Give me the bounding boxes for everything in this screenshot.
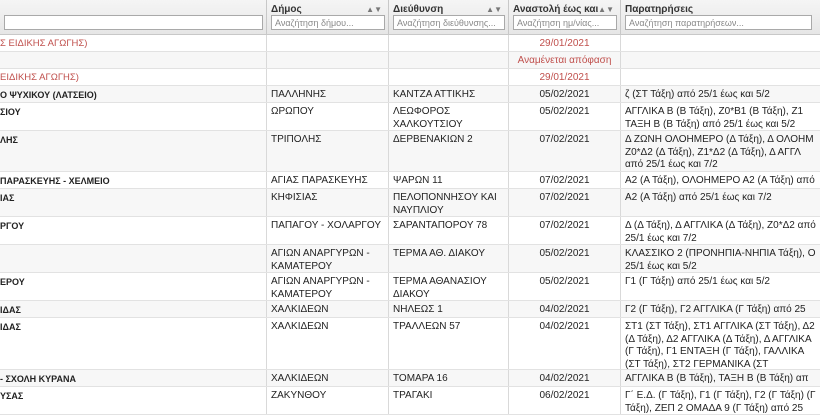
- school-name: Σ ΕΙΔΙΚΗΣ ΑΓΩΓΗΣ): [0, 35, 267, 51]
- notes-cell: Γ΄ Ε.Δ. (Γ Τάξη), Γ1 (Γ Τάξη), Γ2 (Γ Τάξη) (Γ Τάξη), ΖΕΠ 2 ΟΜΑΔΑ 9 (Γ Τάξη) από 25: [625, 390, 816, 414]
- grid-header: [0, 0, 820, 35]
- suspension-date-cell: Αναμένεται απόφαση: [509, 52, 621, 68]
- table-row[interactable]: [0, 387, 820, 415]
- suspension-date-cell: 05/02/2021: [509, 245, 621, 272]
- school-name: ΕΡΟΥ: [0, 273, 267, 300]
- school-name: ΠΑΡΑΣΚΕΥΗΣ - ΧΕΛΜΕΙΟ: [0, 172, 267, 188]
- suspension-date-cell: 06/02/2021: [509, 387, 621, 414]
- header-notes[interactable]: [621, 0, 820, 34]
- suspension-date-cell: 04/02/2021: [509, 318, 621, 369]
- suspension-date-cell: 07/02/2021: [509, 131, 621, 171]
- suspension-date-cell: 07/02/2021: [509, 172, 621, 188]
- notes-cell: Δ (Δ Τάξη), Δ ΑΓΓΛΙΚΑ (Δ Τάξη), Ζ0*Δ2 από 25/1 έως και 7/2: [625, 220, 816, 244]
- header-school: [0, 0, 267, 34]
- suspension-date-cell: 05/02/2021: [509, 273, 621, 300]
- school-name: ΙΑΣ: [0, 189, 267, 216]
- table-row[interactable]: [0, 273, 820, 301]
- address-cell: ΤΡΑΓΑΚΙ: [389, 387, 509, 414]
- address-cell: ΤΕΡΜΑ ΑΘ. ΔΙΑΚΟΥ: [389, 245, 509, 272]
- address-search-input[interactable]: [393, 15, 505, 30]
- table-row[interactable]: [0, 217, 820, 245]
- municipality-cell: [267, 52, 389, 68]
- suspension-date-cell: 29/01/2021: [509, 35, 621, 51]
- school-name: ΡΓΟΥ: [0, 217, 267, 244]
- school-name: ΙΔΑΣ: [0, 318, 267, 369]
- table-row[interactable]: [0, 103, 820, 131]
- address-cell: ΔΕΡΒΕΝΑΚΙΩΝ 2: [389, 131, 509, 171]
- school-name: [0, 52, 267, 68]
- header-municipality[interactable]: [267, 0, 389, 34]
- municipality-cell: ΠΑΛΛΗΝΗΣ: [267, 86, 389, 102]
- notes-cell: ΑΓΓΛΙΚΑ Β (Β Τάξη), ΤΑΞΗ Β (Β Τάξη) απ: [625, 373, 809, 384]
- municipality-search-input[interactable]: [271, 15, 385, 30]
- address-cell: ΛΕΩΦΟΡΟΣ ΧΑΛΚΟΥΤΣΙΟΥ: [389, 103, 509, 130]
- address-cell: ΣΑΡΑΝΤΑΠΟΡΟΥ 78: [389, 217, 509, 244]
- table-row[interactable]: [0, 35, 820, 52]
- municipality-cell: ΧΑΛΚΙΔΕΩΝ: [267, 318, 389, 369]
- table-row[interactable]: [0, 245, 820, 273]
- table-row[interactable]: [0, 370, 820, 387]
- municipality-cell: ΖΑΚΥΝΘΟΥ: [267, 387, 389, 414]
- notes-cell: ΑΓΓΛΙΚΑ Β (Β Τάξη), Ζ0*Β1 (Β Τάξη), Ζ1 ΤΑΞΗ Β (Β Τάξη) από 25/1 έως και 5/2: [625, 106, 804, 130]
- notes-cell: ΚΛΑΣΣΙΚΟ 2 (ΠΡΟΝΗΠΙΑ-ΝΗΠΙΑ Τάξη), Ο 25/1 έως και 5/2: [625, 248, 816, 272]
- sort-icon[interactable]: ▲▼: [366, 5, 382, 14]
- municipality-cell: ΤΡΙΠΟΛΗΣ: [267, 131, 389, 171]
- municipality-cell: ΑΓΙΩΝ ΑΝΑΡΓΥΡΩΝ - ΚΑΜΑΤΕΡΟΥ: [267, 245, 389, 272]
- notes-cell: Α2 (Α Τάξη) από 25/1 έως και 7/2: [625, 192, 772, 203]
- notes-cell: Δ ΖΩΝΗ ΟΛΟΗΜΕΡΟ (Δ Τάξη), Δ ΟΛΟΗΜ Ζ0*Δ2 (Δ Τάξη), Ζ1*Δ2 (Δ Τάξη), Δ ΑΓΓΛ από 25/1 έως και 7/2: [625, 134, 814, 170]
- municipality-cell: [267, 69, 389, 85]
- table-row[interactable]: [0, 86, 820, 103]
- notes-cell: [621, 69, 820, 85]
- school-name: ΣΙΟΥ: [0, 103, 267, 130]
- sort-icon[interactable]: ▲▼: [486, 5, 502, 14]
- suspension-date-cell: 07/02/2021: [509, 189, 621, 216]
- address-column-title: Διεύθυνση: [393, 4, 444, 15]
- header-suspension[interactable]: [509, 0, 621, 34]
- municipality-cell: [267, 35, 389, 51]
- school-name: - ΣΧΟΛΗ ΚΥΡΑΝΑ: [0, 370, 267, 386]
- school-name: ΙΔΑΣ: [0, 301, 267, 317]
- address-cell: ΠΕΛΟΠΟΝΝΗΣΟΥ ΚΑΙ ΝΑΥΠΛΙΟΥ: [389, 189, 509, 216]
- address-cell: ΤΟΜΑΡΑ 16: [389, 370, 509, 386]
- table-row[interactable]: [0, 52, 820, 69]
- municipality-cell: ΑΓΙΑΣ ΠΑΡΑΣΚΕΥΗΣ: [267, 172, 389, 188]
- school-search-input[interactable]: [4, 15, 263, 30]
- notes-cell: Γ1 (Γ Τάξη) από 25/1 έως και 5/2: [625, 276, 770, 287]
- notes-search-input[interactable]: [625, 15, 812, 30]
- notes-cell: ζ (ΣΤ Τάξη) από 25/1 έως και 5/2: [625, 89, 770, 100]
- address-cell: [389, 35, 509, 51]
- table-row[interactable]: [0, 318, 820, 370]
- table-row[interactable]: [0, 301, 820, 318]
- municipality-cell: ΠΑΠΑΓΟΥ - ΧΟΛΑΡΓΟΥ: [267, 217, 389, 244]
- address-cell: ΤΡΑΛΛΕΩΝ 57: [389, 318, 509, 369]
- municipality-cell: ΑΓΙΩΝ ΑΝΑΡΓΥΡΩΝ - ΚΑΜΑΤΕΡΟΥ: [267, 273, 389, 300]
- address-cell: [389, 69, 509, 85]
- table-row[interactable]: [0, 69, 820, 86]
- suspension-date-cell: 04/02/2021: [509, 301, 621, 317]
- suspension-date-cell: 05/02/2021: [509, 86, 621, 102]
- notes-cell: [621, 52, 820, 68]
- table-row[interactable]: [0, 172, 820, 189]
- address-cell: ΚΑΝΤΖΑ ΑΤΤΙΚΗΣ: [389, 86, 509, 102]
- school-name: ΛΗΣ: [0, 131, 267, 171]
- notes-cell: Γ2 (Γ Τάξη), Γ2 ΑΓΓΛΙΚΑ (Γ Τάξη) από 25: [625, 304, 806, 315]
- date-search-input[interactable]: [513, 15, 617, 30]
- address-cell: ΤΕΡΜΑ ΑΘΑΝΑΣΙΟΥ ΔΙΑΚΟΥ: [389, 273, 509, 300]
- header-address[interactable]: [389, 0, 509, 34]
- sort-icon[interactable]: ▲▼: [598, 5, 614, 14]
- suspension-column-title: Αναστολή έως και: [513, 4, 599, 15]
- school-name: Ο ΨΥΧΙΚΟΥ (ΛΑΤΣΕΙΟ): [0, 86, 267, 102]
- school-name: [0, 245, 267, 272]
- municipality-cell: ΚΗΦΙΣΙΑΣ: [267, 189, 389, 216]
- notes-cell: Α2 (Α Τάξη), ΟΛΟΗΜΕΡΟ Α2 (Α Τάξη) από: [625, 175, 815, 186]
- suspension-date-cell: 29/01/2021: [509, 69, 621, 85]
- address-cell: [389, 52, 509, 68]
- address-cell: ΝΗΛΕΩΣ 1: [389, 301, 509, 317]
- school-name: ΕΙΔΙΚΗΣ ΑΓΩΓΗΣ): [0, 69, 267, 85]
- suspension-date-cell: 07/02/2021: [509, 217, 621, 244]
- suspension-date-cell: 05/02/2021: [509, 103, 621, 130]
- school-name: ΥΣΑΣ: [0, 387, 267, 414]
- address-cell: ΨΑΡΩΝ 11: [389, 172, 509, 188]
- notes-column-title: Παρατηρήσεις: [625, 4, 694, 15]
- suspension-date-cell: 04/02/2021: [509, 370, 621, 386]
- table-row[interactable]: [0, 189, 820, 217]
- municipality-column-title: Δήμος: [271, 4, 302, 15]
- notes-cell: [621, 35, 820, 51]
- notes-cell: ΣΤ1 (ΣΤ Τάξη), ΣΤ1 ΑΓΓΛΙΚΑ (ΣΤ Τάξη), Δ2 (Δ Τάξη), Δ2 ΑΓΓΛΙΚΑ (Δ Τάξη), Δ ΑΓΓΛΙΚΑ (Γ Τάξη), Γ1 ΕΝΤΑΞΗ (Γ Τάξη), ΓΑΛΛΙΚΑ (ΣΤ Τάξη), ΣΤ2 ΓΕΡΜΑΝΙΚΑ (ΣΤ: [625, 321, 815, 369]
- municipality-cell: ΧΑΛΚΙΔΕΩΝ: [267, 370, 389, 386]
- municipality-cell: ΩΡΩΠΟΥ: [267, 103, 389, 130]
- table-row[interactable]: [0, 131, 820, 172]
- municipality-cell: ΧΑΛΚΙΔΕΩΝ: [267, 301, 389, 317]
